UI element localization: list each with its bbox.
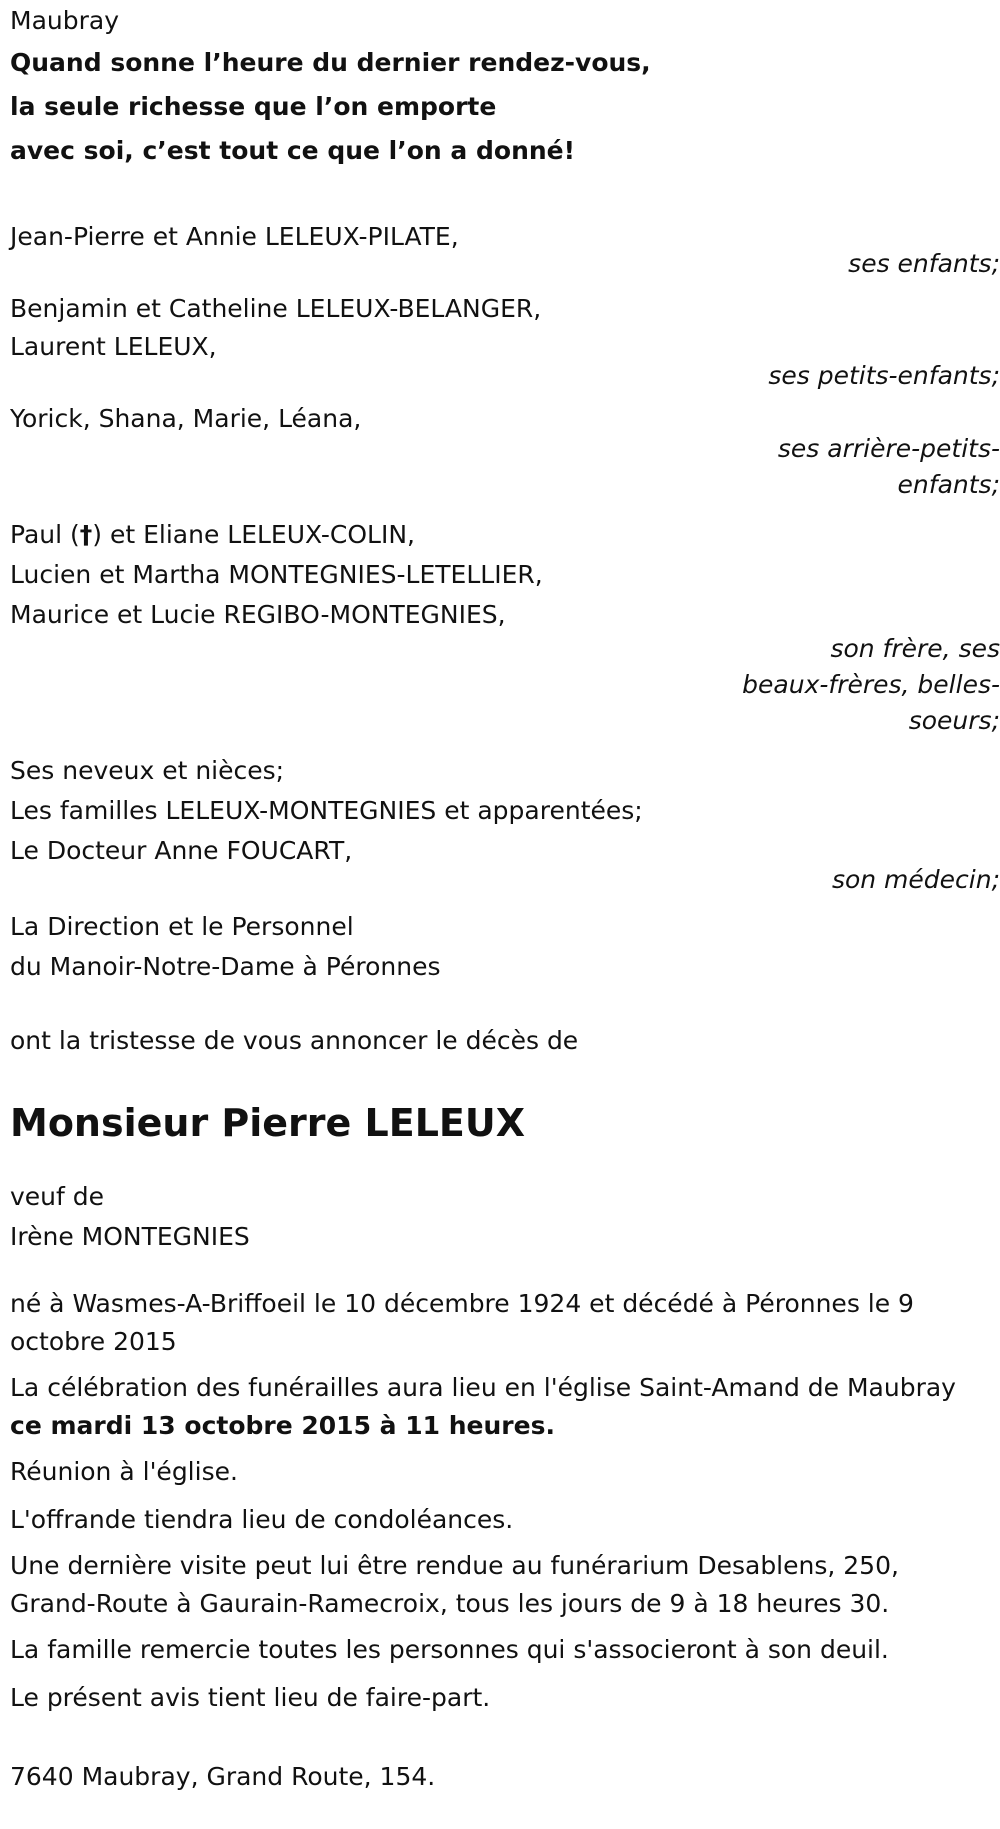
great-grandchildren-role: ses arrière-petits- [777, 434, 1000, 463]
sibling-name: Paul (†) et Eliane LELEUX-COLIN, [10, 520, 416, 549]
sibling-name: Lucien et Martha MONTEGNIES-LETELLIER, [10, 560, 543, 589]
grandchild-name: Benjamin et Catheline LELEUX-BELANGER, [10, 294, 542, 323]
ceremony-text: La célébration des funérailles aura lieu en l'église Saint-Amand de Maubray ce mardi 13 octobre 2015 à 11 heures. [10, 1373, 956, 1440]
siblings-role: beaux-frères, belles- [742, 670, 1000, 699]
relatives-line: Ses neveux et nièces; [10, 756, 285, 785]
great-grandchildren-role: enfants; [897, 470, 1000, 499]
ceremony-date: ce mardi 13 octobre 2015 à 11 heures. [10, 1411, 555, 1440]
siblings-role: soeurs; [908, 706, 1000, 735]
doctor-role: son médecin; [831, 865, 1000, 894]
poem-line: la seule richesse que l’on emporte [10, 92, 497, 121]
deceased-name: Monsieur Pierre LELEUX [10, 1101, 526, 1145]
spouse-name: Irène MONTEGNIES [10, 1222, 250, 1251]
siblings-role: son frère, ses [830, 634, 1000, 663]
grandchildren-role: ses petits-enfants; [768, 361, 1000, 390]
children-role: ses enfants; [848, 249, 1000, 278]
family-list [10, 217, 1000, 987]
grandchild-name: Laurent LELEUX, [10, 332, 217, 361]
location-header: Maubray [10, 6, 119, 35]
cross-icon: † [79, 520, 93, 549]
widower-line: veuf de [10, 1182, 105, 1211]
poem [10, 41, 1000, 173]
relatives-line: Les familles LELEUX-MONTEGNIES et apparentées; [10, 796, 643, 825]
note-line: Réunion à l'église. [10, 1457, 238, 1486]
note-line: Une dernière visite peut lui être rendue au funérarium Desablens, 250, Grand-Route à Gaurain-Ramecroix, tous les jours de 9 à 18 heures 30. [10, 1551, 899, 1618]
obituary-notice [10, 3, 1000, 1797]
children-names: Jean-Pierre et Annie LELEUX-PILATE, [10, 222, 459, 251]
great-grandchildren-names: Yorick, Shana, Marie, Léana, [10, 404, 362, 433]
doctor-name: Le Docteur Anne FOUCART, [10, 836, 353, 865]
announcement-text: ont la tristesse de vous annoncer le décès de [10, 1026, 579, 1055]
poem-line: Quand sonne l’heure du dernier rendez-vous, [10, 48, 651, 77]
staff-line: du Manoir-Notre-Dame à Péronnes [10, 952, 441, 981]
note-line: L'offrande tiendra lieu de condoléances. [10, 1505, 514, 1534]
staff-line: La Direction et le Personnel [10, 912, 354, 941]
note-line: Le présent avis tient lieu de faire-part. [10, 1683, 491, 1712]
address: 7640 Maubray, Grand Route, 154. [10, 1762, 436, 1791]
birth-death-text: né à Wasmes-A-Briffoeil le 10 décembre 1924 et décédé à Péronnes le 9 octobre 2015 [10, 1289, 914, 1356]
note-line: La famille remercie toutes les personnes qui s'associeront à son deuil. [10, 1635, 889, 1664]
poem-line: avec soi, c’est tout ce que l’on a donné! [10, 136, 576, 165]
sibling-name: Maurice et Lucie REGIBO-MONTEGNIES, [10, 600, 506, 629]
